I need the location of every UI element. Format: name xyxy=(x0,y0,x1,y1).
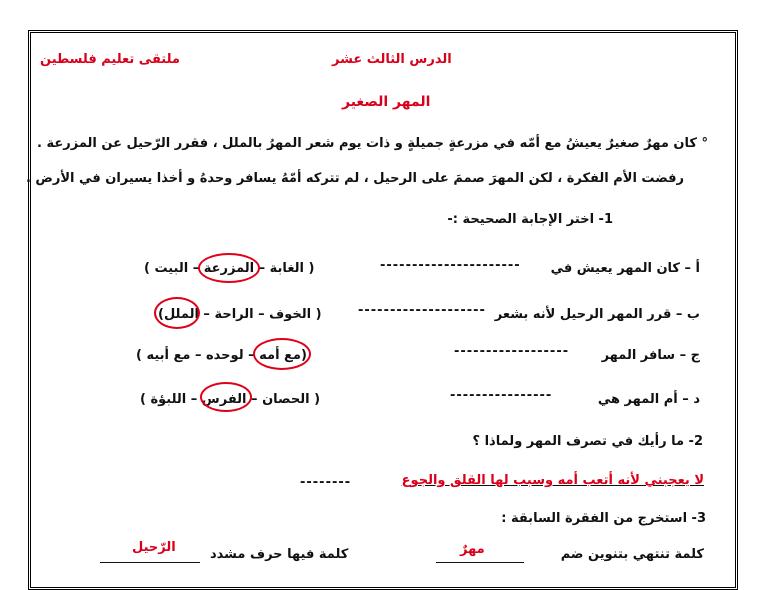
q1-item-b-stem: ب – قرر المهر الرحيل لأنه بشعر xyxy=(494,307,700,322)
q2-answer: لا يعجبني لأنه أتعب أمه وسبب لها القلق والجوع xyxy=(401,473,704,488)
passage-line-2: رفضت الأم الفكرة ، لكن المهرَ صممَ على الرحيل ، لم تتركه أمّهُ يسافر وحدهُ و أخذا يسيران في الأرض . xyxy=(25,171,684,186)
q2-title: 2- ما رأيك في تصرف المهر ولماذا ؟ xyxy=(472,434,703,449)
q3-title: 3- استخرج من الفقرة السابقة : xyxy=(501,511,706,526)
q3-shadda-label: كلمة فيها حرف مشدد xyxy=(210,547,349,562)
lesson-title: المهر الصغير xyxy=(342,94,431,110)
passage-line-1: ° كان مهرٌ صغيرٌ يعيشُ مع أمّه في مزرعةٍ جميلةٍ و ذات يوم شعر المهرُ بالملل ، فقرر الرّحيل عن المزرعة . xyxy=(37,136,708,151)
q2-answer-dashes: -------- xyxy=(300,475,352,490)
answer-circle-d xyxy=(200,382,252,412)
q1-item-d-blank: ---------------- xyxy=(450,388,553,403)
q3-shadda-line xyxy=(100,562,200,563)
lesson-number: الدرس الثالث عشر xyxy=(332,52,452,67)
q1-item-b-options: ( الخوف – الراحة – الملل) xyxy=(158,307,322,322)
site-name: ملتقى تعليم فلسطين xyxy=(40,52,180,67)
answer-circle-b xyxy=(154,297,200,329)
q3-tanween-label: كلمة تنتهي بتنوين ضم xyxy=(560,547,704,562)
q3-tanween-answer: مهرٌ xyxy=(460,542,485,557)
q1-item-a-blank: ---------------------- xyxy=(380,258,521,273)
q1-title: 1- اختر الإجابة الصحيحة :- xyxy=(447,212,613,227)
q1-item-a-options: ( الغابة – المزرعة – البيت ) xyxy=(144,261,315,276)
q1-item-d-stem: د – أم المهر هي xyxy=(597,392,700,407)
q1-item-b-blank: -------------------- xyxy=(358,303,486,318)
q3-shadda-answer: الرّحيل xyxy=(132,540,176,555)
answer-circle-a xyxy=(198,253,260,283)
q3-tanween-line xyxy=(436,562,524,563)
q1-item-a-stem: أ – كان المهر يعيش في xyxy=(550,261,700,276)
answer-circle-c xyxy=(253,338,311,370)
q1-item-d-options: ( الحصان – الفرس – اللبؤة ) xyxy=(140,392,321,407)
q1-item-c-options: (مع أمه – لوحده – مع أبيه ) xyxy=(136,348,307,363)
q1-item-c-blank: ------------------ xyxy=(454,344,570,359)
q1-item-c-stem: ج – سافر المهر xyxy=(601,348,700,363)
